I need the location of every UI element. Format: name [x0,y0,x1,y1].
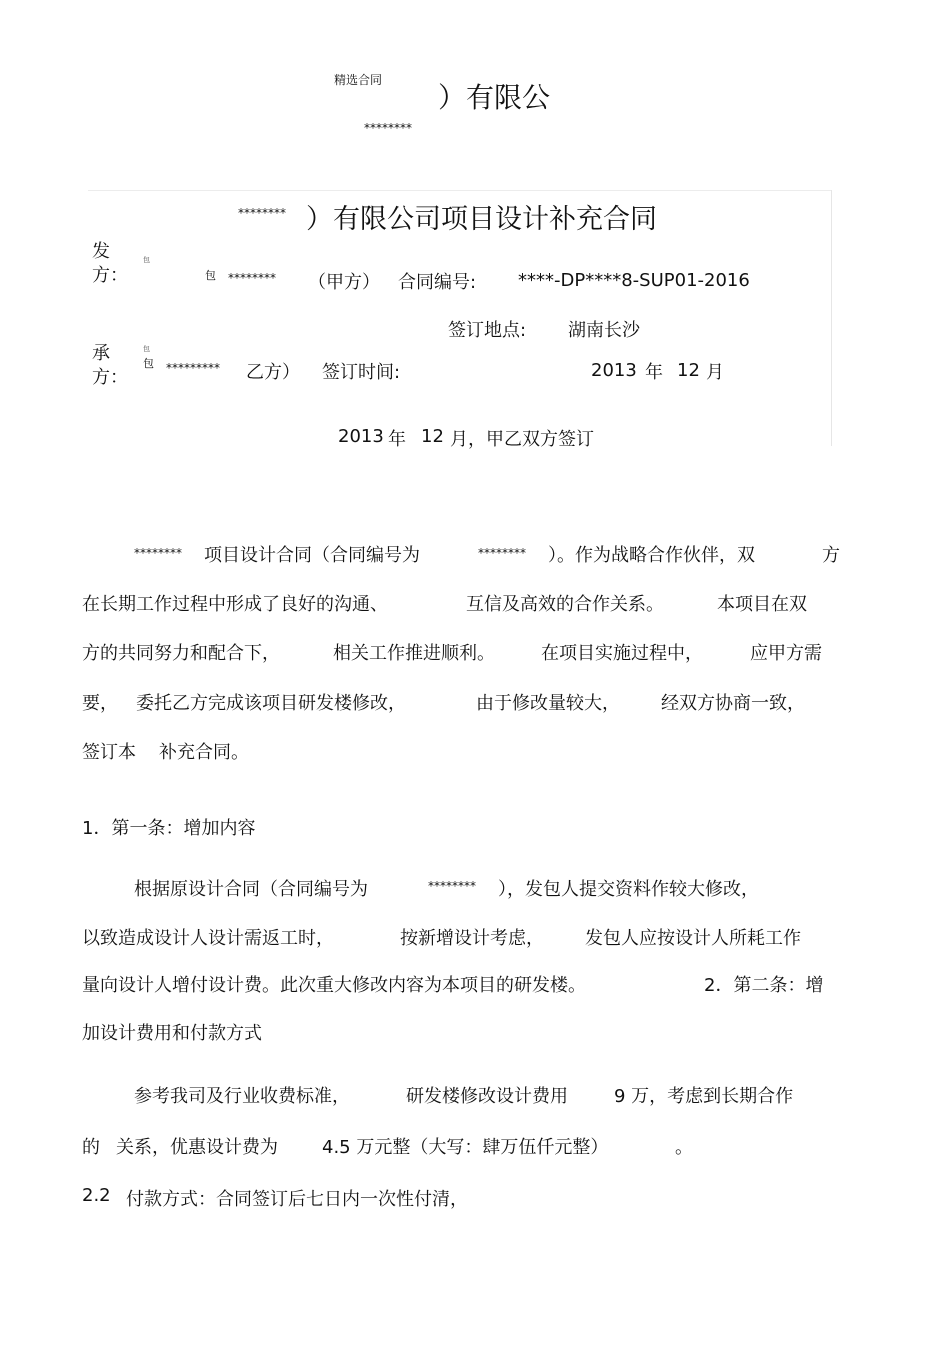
place-value: 湖南长沙 [568,320,640,341]
sign-rest: 月，甲乙双方签订 [450,429,594,450]
sign-year-unit: 年 [388,429,406,450]
sign-month: 12 [421,426,444,447]
section2-l2-a: 的 [82,1137,100,1158]
intro-l1-stars-b: ******** [478,546,526,560]
party-b-role: 乙方） [246,362,300,383]
header-tag: 精选合同 [334,73,383,87]
section2-heading-start: 2．第二条：增 [704,975,824,996]
contract-title: ）有限公司项目设计补充合同 [306,204,657,235]
party-b-tiny: 包 [143,345,150,353]
intro-l1-text-a: 项目设计合同（合同编号为 [204,545,420,566]
section1-l2-a: 以致造成设计人设计需返工时， [82,928,334,949]
frame-top-line [88,190,831,191]
party-a-tiny: 包 [143,256,150,264]
section2-l1-c: 9 万，考虑到长期合作 [614,1086,794,1107]
date-year-unit: 年 [645,362,663,383]
frame-right-line [831,190,832,446]
party-b-stars: ********* [166,361,220,375]
intro-l3-a: 方的共同努力和配合下， [82,643,280,664]
section2-l1-b: 研发楼修改设计费用 [406,1086,568,1107]
intro-l4-d: 经双方协商一致， [661,693,805,714]
section1-l3-a: 量向设计人增付设计费。此次重大修改内容为本项目的研发楼。 [82,975,586,996]
contract-no-value: ****-DP****8-SUP01-2016 [518,270,750,291]
intro-l3-b: 相关工作推进顺利。 [333,643,495,664]
section1-l2-b: 按新增设计考虑， [400,928,544,949]
intro-l4-a: 要， [82,693,118,714]
section2-heading-end: 加设计费用和付款方式 [82,1023,262,1044]
section1-heading: 1．第一条：增加内容 [82,818,256,839]
intro-l5-a: 签订本 [82,742,136,763]
intro-l4-b: 委托乙方完成该项目研发楼修改， [136,693,406,714]
date-year: 2013 [591,360,637,381]
intro-l2-b: 互信及高效的合作关系。 [466,594,664,615]
date-month-unit: 月 [706,362,724,383]
date-label: 签订时间: [322,362,401,383]
intro-l1-text-c: 方 [822,545,840,566]
section1-l1-a: 根据原设计合同（合同编号为 [134,879,368,900]
section2-l3-b: 付款方式：合同签订后七日内一次性付清， [126,1189,468,1210]
section2-l1-a: 参考我司及行业收费标准， [134,1086,350,1107]
intro-l1-stars-a: ******** [134,546,182,560]
intro-l4-c: 由于修改量较大， [476,693,620,714]
place-label: 签订地点: [448,320,527,341]
party-a-role: （甲方） [308,272,380,293]
party-a-label: 发方： [92,241,128,286]
title-stars: ******** [238,206,286,220]
party-b-small: 包 [143,357,154,370]
section2-l2-c: 4.5 万元整（大写：肆万伍仟元整） [322,1137,609,1158]
section1-l1-stars: ******** [428,879,476,893]
intro-l1-text-b: ）。作为战略合作伙伴，双 [548,545,755,566]
sign-year: 2013 [338,426,384,447]
section2-l2-b: 关系，优惠设计费为 [116,1137,278,1158]
intro-l3-d: 应甲方需 [750,643,822,664]
party-a-small: 包 [205,269,216,282]
section2-l2-d: 。 [675,1137,693,1158]
section2-l3-a: 2.2 [82,1185,111,1206]
intro-l2-c: 本项目在双 [717,594,807,615]
header-stars: ******** [364,121,412,135]
party-b-label: 承方： [92,343,128,388]
section1-l1-c: ），发包人提交资料作较大修改， [498,879,759,900]
intro-l3-c: 在项目实施过程中， [541,643,703,664]
intro-l2-a: 在长期工作过程中形成了良好的沟通、 [82,594,388,615]
date-month: 12 [677,360,700,381]
section1-l2-c: 发包人应按设计人所耗工作 [585,928,801,949]
intro-l5-b: 补充合同。 [159,742,249,763]
header-company: ）有限公 [438,81,551,114]
party-a-stars: ******** [228,271,276,285]
contract-no-label: 合同编号: [398,272,477,293]
